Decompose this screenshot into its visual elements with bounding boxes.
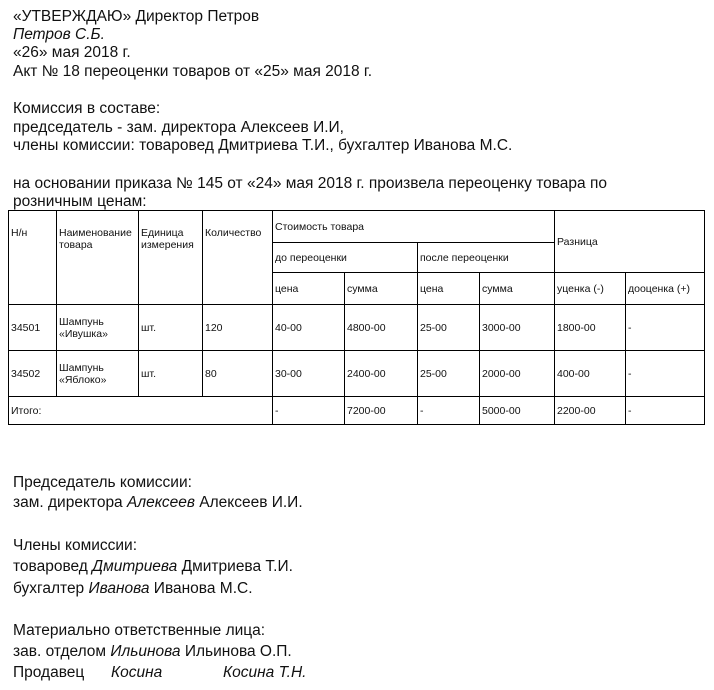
chair-position: зам. директора <box>13 494 123 511</box>
chair-signature-line <box>13 494 303 512</box>
row-name: Шампунь «Яблоко» <box>57 351 139 397</box>
commission-intro: Комиссия в составе: <box>13 100 161 117</box>
total-price-before: - <box>273 397 345 425</box>
approval-date: «26» мая 2018 г. <box>13 44 131 61</box>
total-markdown: 2200-00 <box>555 397 626 425</box>
revaluation-table <box>8 210 705 425</box>
table-row <box>9 351 705 397</box>
member2-signature: Иванова <box>88 580 150 597</box>
member1-signature: Дмитриева <box>92 558 178 575</box>
header-qty: Количество <box>203 211 273 305</box>
approver-signature: Петров С.Б. <box>13 26 105 43</box>
header-sum-before: сумма <box>345 273 418 305</box>
chair-name: Алексеев И.И. <box>199 494 303 511</box>
chair-title: Председатель комиссии: <box>13 474 192 491</box>
responsible-title: Материально ответственные лица: <box>13 622 266 639</box>
header-cost: Стоимость товара <box>273 211 555 243</box>
header-markdown: уценка (-) <box>555 273 626 305</box>
total-markup: - <box>626 397 705 425</box>
commission-chair: председатель - зам. директора Алексеев И.И, <box>13 119 344 136</box>
act-title: Акт № 18 переоценки товаров от «25» мая 2018 г. <box>13 63 372 80</box>
row-markdown: 400-00 <box>555 351 626 397</box>
header-diff: Разница <box>555 211 705 273</box>
row-qty: 80 <box>203 351 273 397</box>
header-markup: дооценка (+) <box>626 273 705 305</box>
member1-name: Дмитриева Т.И. <box>181 558 293 575</box>
row-sum-after: 3000-00 <box>480 305 555 351</box>
resp2-signature: Косина <box>111 664 163 681</box>
row-price-after: 25-00 <box>418 351 480 397</box>
row-num: 34502 <box>9 351 57 397</box>
total-price-after: - <box>418 397 480 425</box>
member1-position: товаровед <box>13 558 88 575</box>
row-markdown: 1800-00 <box>555 305 626 351</box>
chair-signature: Алексеев <box>127 494 195 511</box>
member2-position: бухгалтер <box>13 580 85 597</box>
header-price-before: цена <box>273 273 345 305</box>
member1-signature-line <box>13 558 293 576</box>
member2-name: Иванова М.С. <box>153 580 253 597</box>
header-name: Наименование товара <box>57 211 139 305</box>
resp1-name: Ильинова О.П. <box>184 643 292 660</box>
total-sum-before: 7200-00 <box>345 397 418 425</box>
header-before: до переоценки <box>273 243 418 273</box>
row-sum-after: 2000-00 <box>480 351 555 397</box>
header-num: Н/н <box>9 211 57 305</box>
approval-line: «УТВЕРЖДАЮ» Директор Петров <box>13 8 260 25</box>
row-unit: шт. <box>139 305 203 351</box>
basis-line-1: на основании приказа № 145 от «24» мая 2018 г. произвела переоценку товара по <box>13 175 607 192</box>
header-price-after: цена <box>418 273 480 305</box>
row-name: Шампунь «Ивушка» <box>57 305 139 351</box>
row-markup: - <box>626 351 705 397</box>
row-qty: 120 <box>203 305 273 351</box>
total-sum-after: 5000-00 <box>480 397 555 425</box>
row-sum-before: 4800-00 <box>345 305 418 351</box>
row-price-before: 40-00 <box>273 305 345 351</box>
row-unit: шт. <box>139 351 203 397</box>
resp2-signature-line <box>13 664 306 682</box>
basis-line-2: розничным ценам: <box>13 193 147 210</box>
header-sum-after: сумма <box>480 273 555 305</box>
header-unit: Единица измерения <box>139 211 203 305</box>
member2-signature-line <box>13 580 253 598</box>
row-sum-before: 2400-00 <box>345 351 418 397</box>
resp2-position: Продавец <box>13 664 85 681</box>
commission-members: члены комиссии: товаровед Дмитриева Т.И., бухгалтер Иванова М.С. <box>13 137 513 154</box>
resp1-position: зав. отделом <box>13 643 107 660</box>
resp2-name: Косина Т.Н. <box>223 664 307 681</box>
row-num: 34501 <box>9 305 57 351</box>
total-row <box>9 397 705 425</box>
header-after: после переоценки <box>418 243 555 273</box>
total-label: Итого: <box>9 397 273 425</box>
row-price-after: 25-00 <box>418 305 480 351</box>
table-row <box>9 305 705 351</box>
row-markup: - <box>626 305 705 351</box>
resp1-signature-line <box>13 643 292 661</box>
resp1-signature: Ильинова <box>110 643 181 660</box>
members-title: Члены комиссии: <box>13 537 138 554</box>
row-price-before: 30-00 <box>273 351 345 397</box>
